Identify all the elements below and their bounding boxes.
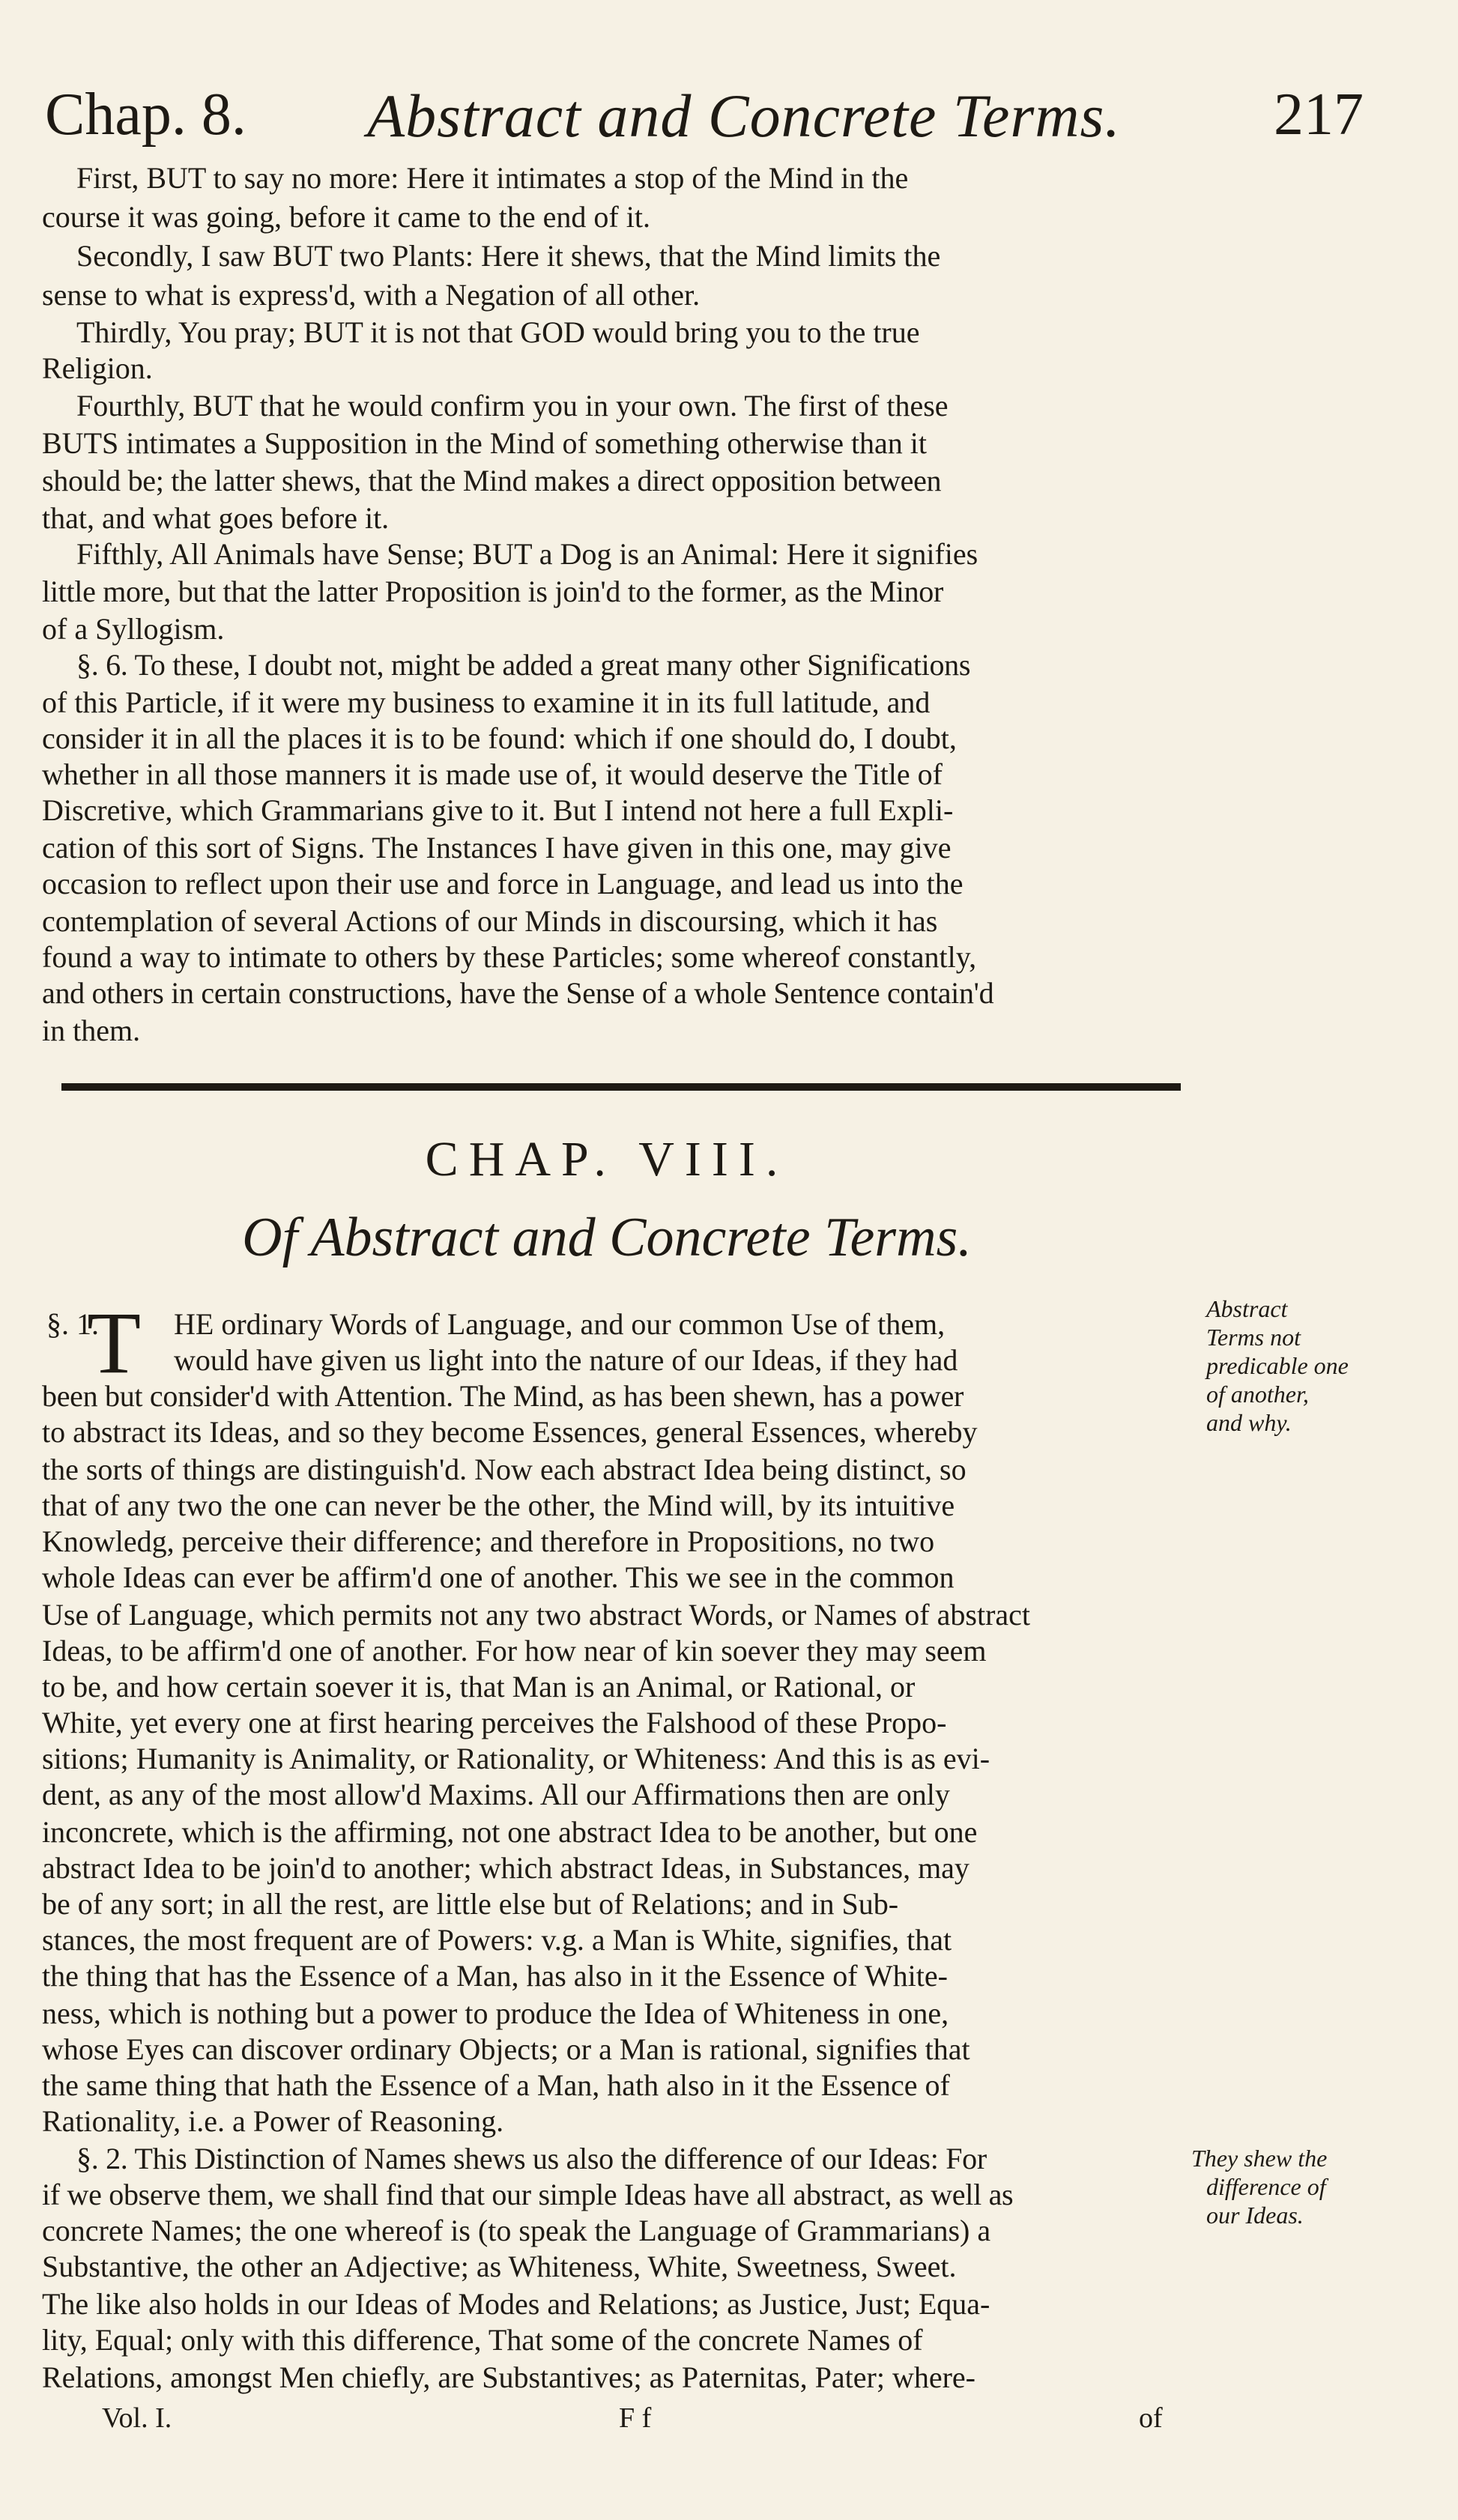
text-line: the same thing that hath the Essence of a Man, hath also in it the Essence of [42,2068,950,2102]
text-line: course it was going, before it came to the end of it. [42,200,650,234]
margin-note-line: and why. [1206,1409,1292,1436]
text-line: found a way to intimate to others by these Particles; some whereof constantly, [42,940,977,974]
margin-note-line: of another, [1206,1381,1309,1408]
text-line: Use of Language, which permits not any two abstract Words, or Names of abstract [42,1598,1031,1632]
text-line: the thing that has the Essence of a Man, has also in it the Essence of White- [42,1959,948,1993]
text-line: dent, as any of the most allow'd Maxims. All our Affirmations then are only [42,1778,950,1811]
text-line: BUTS intimates a Supposition in the Mind of something otherwise than it [42,426,928,460]
text-line: Knowledg, perceive their difference; and therefore in Propositions, no two [42,1524,935,1558]
text-line: Discretive, which Grammarians give to it. But I intend not here a full Expli- [42,793,954,827]
text-line: in them. [42,1014,141,1047]
text-line: inconcrete, which is the affirming, not one abstract Idea to be another, but one [42,1815,978,1849]
text-line: the sorts of things are distinguish'd. Now each abstract Idea being distinct, so [42,1453,967,1486]
text-line: Rationality, i.e. a Power of Reasoning. [42,2104,504,2138]
margin-note-line: our Ideas. [1206,2202,1304,2229]
text-line: Fifthly, All Animals have Sense; BUT a Dog is an Animal: Here it signifies [76,537,978,571]
text-line: be of any sort; in all the rest, are little else but of Relations; and in Sub- [42,1887,899,1921]
text-line: that, and what goes before it. [42,501,390,535]
text-line: HE ordinary Words of Language, and our common Use of them, [174,1307,946,1341]
text-line: occasion to reflect upon their use and force in Language, and lead us into the [42,867,964,900]
text-line: if we observe them, we shall find that our simple Ideas have all abstract, as well as [42,2178,1014,2211]
margin-note-line: difference of [1206,2173,1326,2200]
margin-note-line: Abstract [1206,1295,1288,1322]
margin-note-line: They shew the [1191,2145,1328,2172]
margin-note-line: Terms not [1206,1324,1301,1351]
text-line: little more, but that the latter Proposition is join'd to the former, as the Minor [42,575,944,608]
text-line: cation of this sort of Signs. The Instances I have given in this one, may give [42,831,952,864]
text-line: sense to what is express'd, with a Negation of all other. [42,278,701,312]
catchword: of [1139,2402,1163,2434]
text-line: Secondly, I saw BUT two Plants: Here it shews, that the Mind limits the [76,239,941,273]
page-number: 217 [1274,82,1364,148]
text-line: whether in all those manners it is made use of, it would deserve the Title of [42,757,943,791]
signature-mark: F f [619,2402,652,2434]
text-line: consider it in all the places it is to be found: which if one should do, I doubt, [42,721,957,755]
text-line: ness, which is nothing but a power to produce the Idea of Whiteness in one, [42,1996,949,2030]
page-footer [0,2402,1458,2444]
text-line: whose Eyes can discover ordinary Objects; or a Man is rational, signifies that [42,2032,970,2066]
text-line: to abstract its Ideas, and so they become Essences, general Essences, whereby [42,1415,978,1449]
text-line: been but consider'd with Attention. The Mind, as has been shewn, has a power [42,1379,964,1413]
chapter-title: Of Abstract and Concrete Terms. [242,1207,972,1268]
text-line: of this Particle, if it were my business to examine it in its full latitude, and [42,685,931,719]
text-line: Ideas, to be affirm'd one of another. For how near of kin soever they may seem [42,1634,987,1668]
text-line: to be, and how certain soever it is, that Man is an Animal, or Rational, or [42,1670,916,1703]
text-line: Relations, amongst Men chiefly, are Substantives; as Paternitas, Pater; where- [42,2360,975,2394]
drop-cap: T [87,1294,142,1392]
text-line: Religion. [42,351,153,385]
text-line: Substantive, the other an Adjective; as Whiteness, White, Sweetness, Sweet. [42,2250,957,2283]
text-line: Thirdly, You pray; BUT it is not that GOD would bring you to the true [76,315,920,349]
text-line: First, BUT to say no more: Here it intimates a stop of the Mind in the [76,161,909,195]
text-line: that of any two the one can never be the other, the Mind will, by its intuitive [42,1488,955,1522]
text-line: §. 6. To these, I doubt not, might be added a great many other Significations [76,648,971,682]
text-line: stances, the most frequent are of Powers: v.g. a Man is White, signifies, that [42,1923,952,1957]
section-divider-rule [61,1083,1181,1091]
text-line: contemplation of several Actions of our Minds in discoursing, which it has [42,904,938,938]
text-line: should be; the latter shews, that the Mind makes a direct opposition between [42,464,942,497]
text-line: of a Syllogism. [42,612,225,646]
chapter-label: Chap. 8. [45,82,246,148]
text-line: concrete Names; the one whereof is (to speak the Language of Grammarians) a [42,2214,991,2247]
text-line: Fourthly, BUT that he would confirm you in your own. The first of these [76,389,949,422]
margin-note-line: predicable one [1206,1352,1349,1379]
text-line: lity, Equal; only with this difference, That some of the concrete Names of [42,2323,923,2357]
chapter-number: CHAP. VIII. [425,1132,789,1187]
text-line: would have given us light into the nature of our Ideas, if they had [174,1343,958,1377]
running-title: Abstract and Concrete Terms. [367,82,1121,150]
text-line: whole Ideas can ever be affirm'd one of another. This we see in the common [42,1560,955,1594]
volume-label: Vol. I. [102,2402,172,2434]
text-line: and others in certain constructions, have the Sense of a whole Sentence contain'd [42,976,994,1010]
text-line: The like also holds in our Ideas of Modes and Relations; as Justice, Just; Equa- [42,2287,990,2321]
text-line: White, yet every one at first hearing perceives the Falshood of these Propo- [42,1706,947,1739]
section-mark: §. 1. [46,1307,99,1341]
text-line: sitions; Humanity is Animality, or Rationality, or Whiteness: And this is as evi- [42,1742,990,1775]
text-line: §. 2. This Distinction of Names shews us also the difference of our Ideas: For [76,2142,987,2175]
text-line: abstract Idea to be join'd to another; which abstract Ideas, in Substances, may [42,1851,970,1885]
